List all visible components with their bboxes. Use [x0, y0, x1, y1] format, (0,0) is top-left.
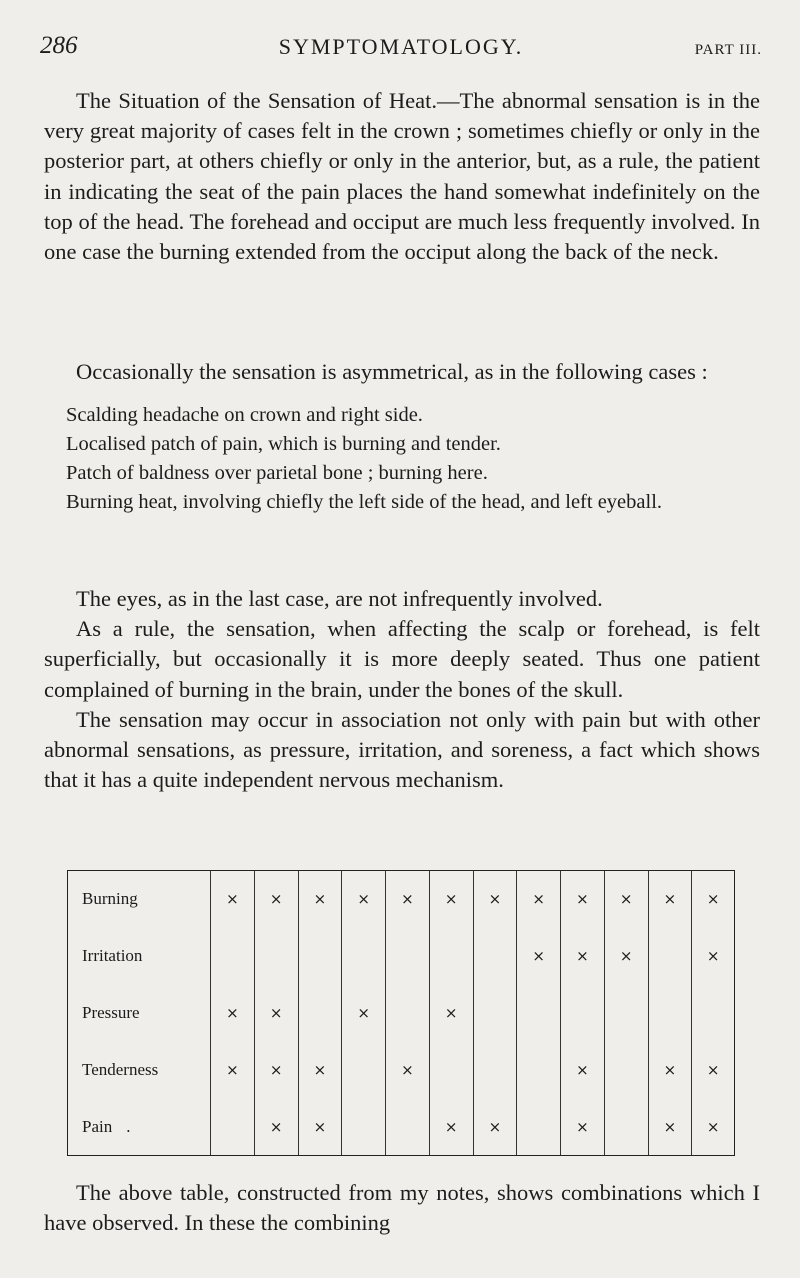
mark-cell: × — [254, 985, 298, 1042]
mark-cell — [211, 1098, 255, 1155]
mark-cell — [692, 985, 734, 1042]
mark-cell: × — [429, 1098, 473, 1155]
mark-cell: × — [561, 871, 605, 928]
mark-cell: × — [254, 1041, 298, 1098]
later-text — [44, 584, 760, 795]
mark-cell: × — [604, 871, 648, 928]
mark-cell: × — [473, 871, 517, 928]
mark-cell — [604, 1041, 648, 1098]
row-label — [68, 1098, 211, 1155]
mark-cell — [648, 928, 692, 985]
mark-cell: × — [342, 871, 386, 928]
mark-cell: × — [386, 871, 430, 928]
mark-cell — [561, 985, 605, 1042]
case-list — [44, 401, 760, 517]
mark-cell: × — [648, 871, 692, 928]
row-label-text: Tenderness — [82, 1059, 159, 1079]
mark-cell: × — [211, 1041, 255, 1098]
paragraph-table-note: The above table, constructed from my notes, shows combinations which I have observed. In these the combining — [44, 1180, 760, 1236]
paragraph-heat-situation: The Situation of the Sensation of Heat.—The abnormal sensation is in the very great majority of cases felt in the crown ; sometimes chiefly or only in the posterior part, at others chiefly or only in the anterior, but, as a rule, the patient in indicating the seat of the pain places the hand somewhat indefinitely on the top of the head. The forehead and occiput are much less frequently involved. In one case the burning extended from the occiput along the back of the neck. — [44, 88, 760, 265]
mark-cell — [517, 985, 561, 1042]
mark-cell: × — [604, 928, 648, 985]
mark-cell: × — [648, 1098, 692, 1155]
mark-cell: × — [473, 1098, 517, 1155]
row-label — [68, 1041, 211, 1098]
mark-cell: × — [561, 1098, 605, 1155]
mark-cell — [473, 985, 517, 1042]
paragraph-eyes: The eyes, as in the last case, are not infrequently involved. — [76, 586, 603, 611]
row-label — [68, 985, 211, 1042]
mark-cell: × — [692, 1041, 734, 1098]
mark-cell — [473, 928, 517, 985]
mark-cell — [386, 928, 430, 985]
mark-cell: × — [561, 928, 605, 985]
pain-dot: . — [126, 1116, 131, 1136]
mark-cell — [342, 1041, 386, 1098]
mark-cell — [211, 928, 255, 985]
mark-cell: × — [298, 1041, 342, 1098]
paragraph-association: The sensation may occur in association not only with pain but with other abnormal sensations, as pressure, irritation, and soreness, a fact which shows that it has a quite independent nervous mechanism. — [44, 706, 760, 793]
mark-cell: × — [517, 871, 561, 928]
row-label-text: Pain — [82, 1116, 113, 1136]
table-row — [68, 1041, 734, 1098]
mark-cell — [254, 928, 298, 985]
case-item: Scalding headache on crown and right side. — [66, 404, 423, 427]
mark-cell — [342, 1098, 386, 1155]
mark-cell — [386, 985, 430, 1042]
mark-cell: × — [298, 1098, 342, 1155]
page-number: 286 — [40, 32, 78, 59]
main-text — [44, 86, 760, 267]
case-item: Burning heat, involving chiefly the left side of the head, and left eyeball. — [66, 491, 663, 514]
mark-cell — [517, 1098, 561, 1155]
mark-cell — [429, 928, 473, 985]
mark-cell — [648, 985, 692, 1042]
paragraph-superficial: As a rule, the sensation, when affecting the scalp or forehead, is felt superficially, but occasionally it is more deeply seated. Thus one patient complained of burning in the brain, under the bones of the skull. — [44, 616, 760, 702]
mark-cell — [604, 985, 648, 1042]
mark-cell — [604, 1098, 648, 1155]
row-label — [68, 871, 211, 928]
mark-cell: × — [342, 985, 386, 1042]
mark-cell: × — [692, 928, 734, 985]
mark-cell: × — [254, 871, 298, 928]
page-header — [40, 32, 762, 66]
mark-cell — [298, 928, 342, 985]
mark-cell: × — [211, 985, 255, 1042]
mark-cell: × — [561, 1041, 605, 1098]
case-item: Localised patch of pain, which is burning and tender. — [66, 433, 501, 456]
mark-cell: × — [692, 871, 734, 928]
mark-cell — [386, 1098, 430, 1155]
table-row — [68, 928, 734, 985]
mark-cell: × — [429, 871, 473, 928]
table-row — [68, 871, 734, 928]
table-row — [68, 985, 734, 1042]
mark-cell — [473, 1041, 517, 1098]
mark-cell: × — [211, 871, 255, 928]
sensation-table — [67, 870, 735, 1156]
mark-cell: × — [648, 1041, 692, 1098]
mark-cell — [298, 985, 342, 1042]
row-label-text: Burning — [82, 889, 138, 909]
mark-cell — [517, 1041, 561, 1098]
paragraph-asymmetrical: Occasionally the sensation is asymmetrical, as in the following cases : — [76, 359, 708, 384]
bottom-text — [44, 1178, 760, 1238]
part-label: PART III. — [694, 42, 762, 58]
sensation-table-grid — [68, 871, 734, 1155]
mark-cell: × — [429, 985, 473, 1042]
mark-cell: × — [298, 871, 342, 928]
mark-cell: × — [692, 1098, 734, 1155]
mark-cell — [429, 1041, 473, 1098]
mark-cell: × — [517, 928, 561, 985]
mark-cell: × — [254, 1098, 298, 1155]
row-label — [68, 928, 211, 985]
case-item: Patch of baldness over parietal bone ; burning here. — [66, 462, 488, 485]
row-label-text: Pressure — [82, 1002, 140, 1022]
asymmetry-section — [44, 357, 760, 527]
mark-cell: × — [386, 1041, 430, 1098]
row-label-text: Irritation — [82, 946, 143, 966]
table-row — [68, 1098, 734, 1155]
mark-cell — [342, 928, 386, 985]
running-title: SYMPTOMATOLOGY. — [278, 34, 524, 59]
